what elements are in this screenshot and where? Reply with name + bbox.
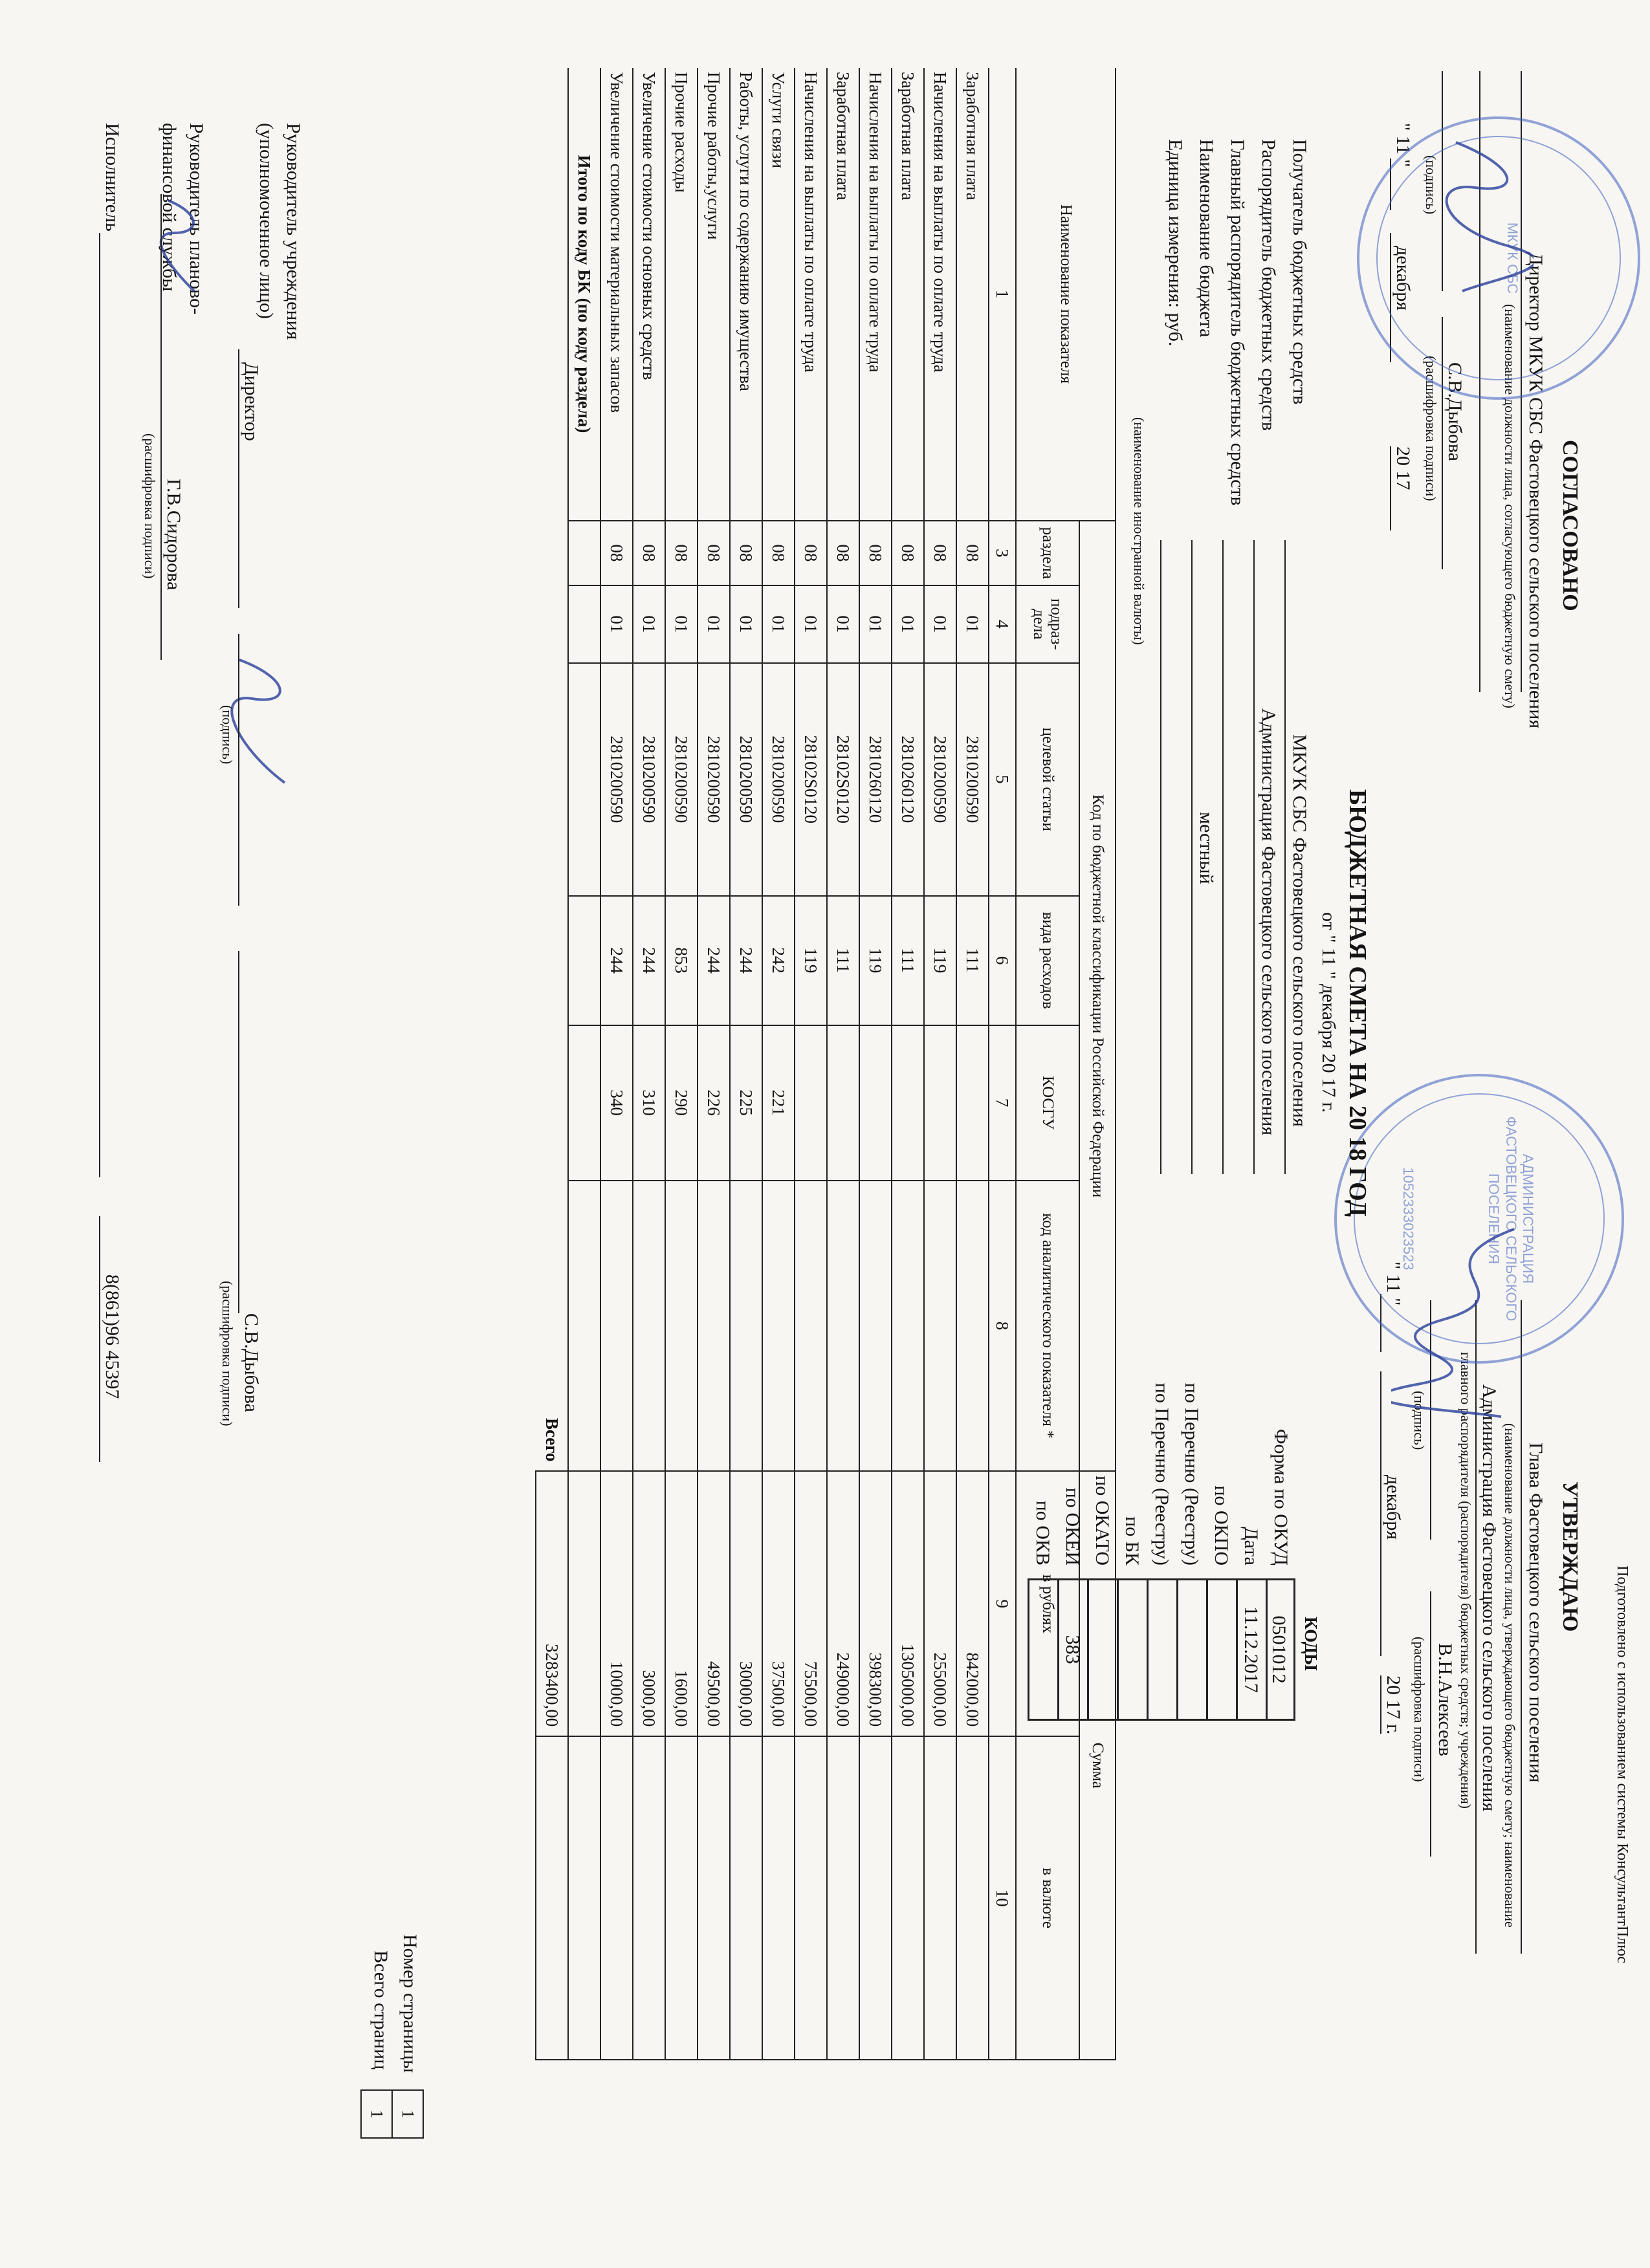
codes-row: [1206, 1268, 1236, 1721]
cell-podrazdel: 01: [892, 585, 924, 663]
col-razdel: раздела: [1016, 521, 1079, 585]
codes-row: [1236, 1268, 1266, 1721]
approval-left-date-year: 20 17: [1392, 446, 1414, 490]
codes-row-value: 0501012: [1266, 1578, 1295, 1721]
page-title: БЮДЖЕТНАЯ СМЕТА НА 20 18 ГОД: [1344, 789, 1371, 1217]
cell-podrazdel: 01: [665, 585, 698, 663]
cell-razdel: 08: [698, 521, 730, 585]
cell-rub: 1600,00: [665, 1471, 698, 1736]
cell-razdel: 08: [762, 521, 795, 585]
cell-code: [924, 1181, 956, 1472]
approval-right-signature-caption: (подпись): [1411, 1391, 1427, 1450]
codes-row-label: Форма по ОКУД: [1270, 1428, 1292, 1565]
approval-right-heading: УТВЕРЖДАЮ: [1558, 1481, 1582, 1632]
col-kosgu: КОСГУ: [1016, 1025, 1079, 1181]
fin-label-1: Руководитель планово-: [186, 123, 207, 315]
cell-name: Прочие работы,услуги: [698, 68, 730, 521]
pages-table: [360, 2089, 424, 2139]
total-pages-value: 1: [361, 2090, 392, 2138]
cell-cs: 2810200590: [600, 663, 633, 896]
approval-left-position-caption: (наименование должности лица, согласующего бюджетную смету): [1502, 304, 1518, 708]
cell-podrazdel: 01: [956, 585, 989, 663]
codes-row-label: Дата: [1240, 1527, 1262, 1565]
cell-razdel: 08: [795, 521, 827, 585]
cell-code: [892, 1181, 924, 1472]
cell-rub: 398300,00: [859, 1471, 892, 1736]
cell-rub: 1305000,00: [892, 1471, 924, 1736]
cell-code: [665, 1181, 698, 1472]
cell-podrazdel: 01: [633, 585, 665, 663]
cell-code: [633, 1181, 665, 1472]
cell-podrazdel: 01: [762, 585, 795, 663]
cell-val: [762, 1736, 795, 2060]
page-number-value: 1: [392, 2090, 423, 2138]
cell-rub: 249000,00: [827, 1471, 859, 1736]
codes-table: [1295, 1572, 1326, 1716]
cell-podrazdel: 01: [859, 585, 892, 663]
codes-row-value: [1176, 1578, 1206, 1721]
cell-kosgu: 310: [633, 1025, 665, 1181]
total-label: Всего: [542, 1417, 562, 1462]
cell-cs: 2810200590: [762, 663, 795, 896]
head-label-2: (уполномоченное лицо): [256, 123, 277, 320]
cell-val: [892, 1736, 924, 2060]
cell-name: Работы, услуги по содержанию имущества: [730, 68, 762, 521]
cell-rub: 255000,00: [924, 1471, 956, 1736]
sum-header: Сумма: [1079, 1471, 1116, 2060]
stamp-right: АДМИНИСТРАЦИЯ ФАСТОВЕЦКОГО СЕЛЬСКОГО ПОСЕЛЕНИЯ 1052333023523: [1334, 1074, 1624, 1364]
cell-kosgu: [795, 1025, 827, 1181]
cell-razdel: 08: [827, 521, 859, 585]
cell-cs: 2810200590: [698, 663, 730, 896]
cell-code: [795, 1181, 827, 1472]
head-name-caption: (расшифровка подписи): [219, 1281, 236, 1426]
cell-code: [827, 1181, 859, 1472]
table-row: [827, 68, 859, 2060]
approval-right-date-day: " 11 ": [1383, 1261, 1404, 1306]
field-recipient: Получатель бюджетных средств МКУК СБС Фастовецкого сельского поселения: [1279, 139, 1310, 1174]
codes-row-label: по ОКПО: [1211, 1485, 1232, 1565]
signature-fin: [155, 194, 207, 298]
codes-row: [1117, 1268, 1147, 1721]
cell-cs: 2810200590: [665, 663, 698, 896]
column-numbers-row: 1 3 4 5 6 7 8 9 10: [989, 68, 1016, 2060]
cell-podrazdel: 01: [730, 585, 762, 663]
title-date: от " 11 " декабря 20 17 г.: [1318, 912, 1339, 1113]
cell-vr: 119: [859, 896, 892, 1025]
subtotal-row: [568, 68, 600, 2060]
head-name: С.В.Дыбова: [241, 1313, 262, 1412]
approval-right-name-caption: (расшифровка подписи): [1411, 1637, 1427, 1782]
cell-kosgu: 340: [600, 1025, 633, 1181]
cell-code: [956, 1181, 989, 1472]
cell-code: [698, 1181, 730, 1472]
codes-row-label: по ОКВ: [1032, 1500, 1053, 1565]
cell-rub: 10000,00: [600, 1471, 633, 1736]
cell-val: [665, 1736, 698, 2060]
cell-vr: 244: [730, 896, 762, 1025]
signature-left: [1430, 129, 1534, 298]
cell-name: Начисления на выплаты по оплате труда: [924, 68, 956, 521]
cell-kosgu: 290: [665, 1025, 698, 1181]
table-row: [730, 68, 762, 2060]
cell-val: [633, 1736, 665, 2060]
cell-podrazdel: 01: [600, 585, 633, 663]
cell-val: [698, 1736, 730, 2060]
cell-code: [730, 1181, 762, 1472]
cell-vr: 244: [698, 896, 730, 1025]
cell-code: [600, 1181, 633, 1472]
total-value: 3283400,00: [536, 1471, 568, 1736]
fin-name-caption: (расшифровка подписи): [142, 433, 158, 579]
cell-val: [827, 1736, 859, 2060]
field-unit: Единица измерения: руб.: [1155, 139, 1186, 1174]
cell-name: Прочие расходы: [665, 68, 698, 521]
cell-podrazdel: 01: [924, 585, 956, 663]
cell-kosgu: [892, 1025, 924, 1181]
cell-kosgu: [827, 1025, 859, 1181]
cell-kosgu: [924, 1025, 956, 1181]
cell-val: [730, 1736, 762, 2060]
signature-right: [1391, 1216, 1540, 1423]
table-row: [665, 68, 698, 2060]
approval-left-position: Директор МКУК СБС Фастовецкого сельского поселения: [1525, 252, 1546, 729]
watermark: Подготовлено с использованием системы КонсультантПлюс: [1614, 1565, 1631, 1963]
codes-row-label: по БК: [1121, 1516, 1143, 1565]
field-main-distributor: Главный распорядитель бюджетных средств: [1217, 139, 1248, 1174]
cell-cs: 2810200590: [956, 663, 989, 896]
exec-phone: 8(861)96 45397: [102, 1274, 123, 1399]
cell-cs: 2810200590: [730, 663, 762, 896]
cell-val: [859, 1736, 892, 2060]
total-pages-label: Всего страниц: [370, 1950, 391, 2070]
codes-row-label: по Перечню (Реестру): [1181, 1382, 1202, 1565]
cell-kosgu: [859, 1025, 892, 1181]
cell-razdel: 08: [633, 521, 665, 585]
cell-name: Заработная плата: [827, 68, 859, 521]
cell-cs: 2810260120: [892, 663, 924, 896]
cell-code: [762, 1181, 795, 1472]
codes-row-value: [1147, 1578, 1176, 1721]
cell-rub: 37500,00: [762, 1471, 795, 1736]
head-position: Директор: [241, 362, 262, 441]
col-name-header: Наименование показателя: [1016, 68, 1116, 521]
table-row: [859, 68, 892, 2060]
cell-val: [956, 1736, 989, 2060]
cell-kosgu: 225: [730, 1025, 762, 1181]
cell-vr: 119: [924, 896, 956, 1025]
cell-razdel: 08: [600, 521, 633, 585]
table-row: [633, 68, 665, 2060]
table-row: [924, 68, 956, 2060]
col-code: код аналитического показателя *: [1016, 1181, 1079, 1472]
approval-right-signature-name: В.Н.Алексеев: [1435, 1643, 1456, 1756]
fin-name: Г.В.Сидорова: [163, 479, 184, 591]
codes-row: [1147, 1268, 1176, 1721]
approval-right-org: Администрация Фастовецкого сельского поселения: [1479, 1384, 1500, 1812]
cell-rub: 49500,00: [698, 1471, 730, 1736]
cell-code: [859, 1181, 892, 1472]
col-podrazdel: подраз- дела: [1016, 585, 1079, 663]
cell-name: Начисления на выплаты по оплате труда: [795, 68, 827, 521]
approval-left-heading: СОГЛАСОВАНО: [1558, 440, 1582, 611]
approval-left-name-caption: (расшифровка подписи): [1423, 356, 1439, 501]
budget-table: [535, 68, 1116, 2060]
approval-left-date-month: декабря: [1392, 246, 1414, 311]
codes-row-value: 11.12.2017: [1236, 1578, 1266, 1721]
cell-podrazdel: 01: [795, 585, 827, 663]
cell-rub: 75500,00: [795, 1471, 827, 1736]
cell-name: Услуги связи: [762, 68, 795, 521]
cell-name: Увеличение стоимости основных средств: [633, 68, 665, 521]
cell-kosgu: 226: [698, 1025, 730, 1181]
col-cs: целевой статьи: [1016, 663, 1079, 896]
head-label-1: Руководитель учреждения: [283, 123, 304, 340]
field-distributor: Распорядитель бюджетных средств Администрация Фастовецкого сельского поселения: [1248, 139, 1279, 1174]
approval-right-position-caption: (наименование должности лица, утверждающего бюджетную смету; наименование: [1502, 1423, 1518, 1928]
cell-vr: 111: [827, 896, 859, 1025]
approval-right-position: Глава Фастовецкого сельского поселения: [1525, 1443, 1546, 1783]
cell-name: Заработная плата: [956, 68, 989, 521]
cell-cs: 2810200590: [633, 663, 665, 896]
cell-name: Заработная плата: [892, 68, 924, 521]
col-val: в валюте: [1016, 1736, 1079, 2060]
cell-vr: 111: [956, 896, 989, 1025]
page-number-label: Номер страницы: [399, 1934, 421, 2073]
cell-razdel: 08: [956, 521, 989, 585]
approval-right-date-year: 20 17 г.: [1383, 1675, 1404, 1735]
cell-podrazdel: 01: [827, 585, 859, 663]
approval-left-signature-caption: (подпись): [1423, 155, 1439, 215]
cell-val: [795, 1736, 827, 2060]
fin-label-2: финансовой службы: [159, 123, 180, 292]
cell-vr: 119: [795, 896, 827, 1025]
table-row: [892, 68, 924, 2060]
cell-vr: 111: [892, 896, 924, 1025]
cell-razdel: 08: [730, 521, 762, 585]
codes-row-value: 383: [1057, 1578, 1087, 1721]
codes-row-label: по Перечню (Реестру): [1151, 1382, 1172, 1565]
subtotal-label: Итого по коду БК (по коду раздела): [568, 68, 600, 521]
head-signature-caption: (подпись): [219, 705, 236, 765]
col-rub: в рублях: [1016, 1471, 1079, 1736]
cell-rub: 842000,00: [956, 1471, 989, 1736]
cell-vr: 244: [600, 896, 633, 1025]
cell-val: [600, 1736, 633, 2060]
cell-cs: 28102S0120: [795, 663, 827, 896]
codes-row-label: по ОКАТО: [1092, 1476, 1113, 1565]
bk-group-header: Код по бюджетной классификации Российской Федерации: [1079, 521, 1116, 1471]
exec-label: Исполнитель: [102, 123, 123, 232]
cell-cs: 28102S0120: [827, 663, 859, 896]
codes-block: [1295, 1572, 1326, 1716]
col-vr: вида расходов: [1016, 896, 1079, 1025]
table-row: [600, 68, 633, 2060]
table-row: [795, 68, 827, 2060]
approval-left-date-day: " 11 ": [1392, 123, 1414, 168]
codes-row: [1266, 1268, 1295, 1721]
table-row: [762, 68, 795, 2060]
cell-vr: 853: [665, 896, 698, 1025]
cell-razdel: 08: [665, 521, 698, 585]
approval-right-date-month: декабря: [1383, 1475, 1404, 1540]
cell-kosgu: 221: [762, 1025, 795, 1181]
cell-name: Увеличение стоимости материальных запасов: [600, 68, 633, 521]
codes-row-label: по ОКЕИ: [1062, 1487, 1083, 1565]
cell-cs: 2810200590: [924, 663, 956, 896]
cell-vr: 242: [762, 896, 795, 1025]
cell-vr: 244: [633, 896, 665, 1025]
approval-right-org-caption: главного распорядителя (распорядителя) бюджетных средств; учреждения): [1458, 1352, 1474, 1809]
cell-razdel: 08: [892, 521, 924, 585]
currency-caption: (наименование иностранной валюты): [1131, 417, 1147, 645]
cell-kosgu: [956, 1025, 989, 1181]
cell-razdel: 08: [859, 521, 892, 585]
total-row: [536, 68, 568, 2060]
header-fields: [1131, 139, 1310, 1174]
cell-name: Начисления на выплаты по оплате труда: [859, 68, 892, 521]
codes-title: КОДЫ: [1301, 1617, 1321, 1671]
cell-razdel: 08: [924, 521, 956, 585]
table-row: [956, 68, 989, 2060]
table-row: [698, 68, 730, 2060]
codes-row-value: [1206, 1578, 1236, 1721]
field-budget-name: Наименование бюджета местный: [1186, 139, 1217, 1174]
cell-cs: 2810260120: [859, 663, 892, 896]
stamp-left: МКУК СБС: [1357, 116, 1640, 400]
cell-rub: 3000,00: [633, 1471, 665, 1736]
codes-row: [1176, 1268, 1206, 1721]
approval-left-signature-name: С.В.Дыбова: [1444, 362, 1466, 461]
cell-podrazdel: 01: [698, 585, 730, 663]
codes-row-value: [1117, 1578, 1147, 1721]
cell-val: [924, 1736, 956, 2060]
signature-head: [226, 653, 298, 796]
cell-rub: 30000,00: [730, 1471, 762, 1736]
